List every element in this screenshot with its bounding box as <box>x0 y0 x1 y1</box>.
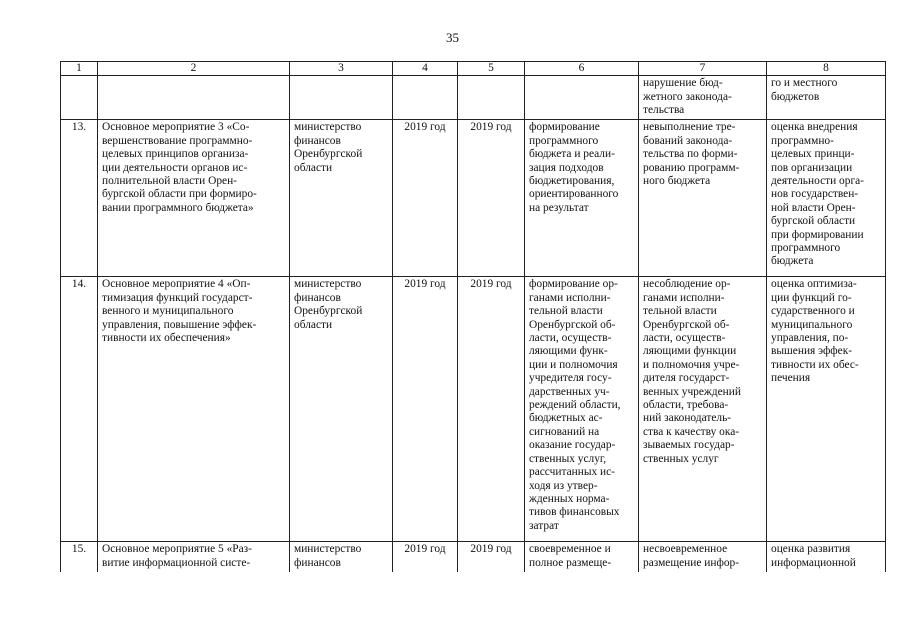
row-number: 15. <box>61 542 98 572</box>
row-number: 13. <box>61 120 98 277</box>
executor: министерство финансов Оренбургской области <box>294 121 363 174</box>
expected-result: формирование программного бюджета и реали- зация подходов бюджетирования, ориентированного на результат <box>529 121 619 214</box>
table-row-continuation <box>61 76 886 120</box>
continuation-consequences: нарушение бюд- жетного законода- тельства <box>643 77 732 117</box>
indicator-link: оценка развития информационной <box>771 543 856 569</box>
page-number: 35 <box>446 30 459 45</box>
header-cell: 2 <box>98 62 290 76</box>
start-year: 2019 год <box>393 542 458 572</box>
table-row <box>61 542 886 572</box>
table-row <box>61 277 886 542</box>
executor: министерство финансов <box>294 543 362 569</box>
event-name: Основное мероприятие 4 «Оп- тимизация функций государст- венного и муниципального управления, повышение эффек- тивности их обеспечения» <box>102 278 257 345</box>
row-number: 14. <box>61 277 98 542</box>
header-cell: 8 <box>767 62 886 76</box>
header-cell: 7 <box>639 62 767 76</box>
start-year: 2019 год <box>393 277 458 542</box>
event-name: Основное мероприятие 5 «Раз- витие информационной систе- <box>102 543 252 569</box>
expected-result: формирование ор- ганами исполни- тельной власти Оренбургской об- ласти, осуществ- ляющими функ- ции и полномочия учредителя госу- дарственных уч- реждений области, бюджетных ас- сигнований на оказание государ- ственных услуг, рассчитанных ис- ходя из утвер- жденных норма- тивов финансовых затрат <box>529 278 621 532</box>
consequences: невыполнение тре- бований законода- тельства по форми- рованию программ- ного бюджета <box>643 121 740 188</box>
header-cell: 6 <box>525 62 639 76</box>
header-cell: 4 <box>393 62 458 76</box>
end-year: 2019 год <box>458 277 525 542</box>
start-year: 2019 год <box>393 120 458 277</box>
table-row <box>61 120 886 277</box>
continuation-link: го и местного бюджетов <box>771 77 838 103</box>
consequences: несоблюдение ор- ганами исполни- тельной власти Оренбургской об- ласти, осуществ- ляющими функции и полномочия учре- дителя государст- венных учреждений области, требова- ний законодатель- ства к качеству ока- зываемых государ- ственных услуг <box>643 278 741 465</box>
indicator-link: оценка оптимиза- ции функций го- сударственного и муниципального управления, по- вышения эффек- тивности их обес- печения <box>771 278 859 385</box>
expected-result: своевременное и полное размеще- <box>529 543 612 569</box>
events-table <box>60 61 886 572</box>
end-year: 2019 год <box>458 120 525 277</box>
header-cell: 5 <box>458 62 525 76</box>
executor: министерство финансов Оренбургской области <box>294 278 363 331</box>
end-year: 2019 год <box>458 542 525 572</box>
event-name: Основное мероприятие 3 «Со- вершенствование программно- целевых принципов организа- ции деятельности органов ис- полнительной власти Орен- бургской области при формиро- вании программного бюджета» <box>102 121 257 214</box>
consequences: несвоевременное размещение инфор- <box>643 543 740 569</box>
table-header-row <box>61 62 886 76</box>
header-cell: 3 <box>290 62 393 76</box>
header-cell: 1 <box>61 62 98 76</box>
indicator-link: оценка внедрения программно- целевых принци- пов организации деятельности орга- нов государствен- ной власти Орен- бургской области при формировании программного бюджета <box>771 121 864 268</box>
